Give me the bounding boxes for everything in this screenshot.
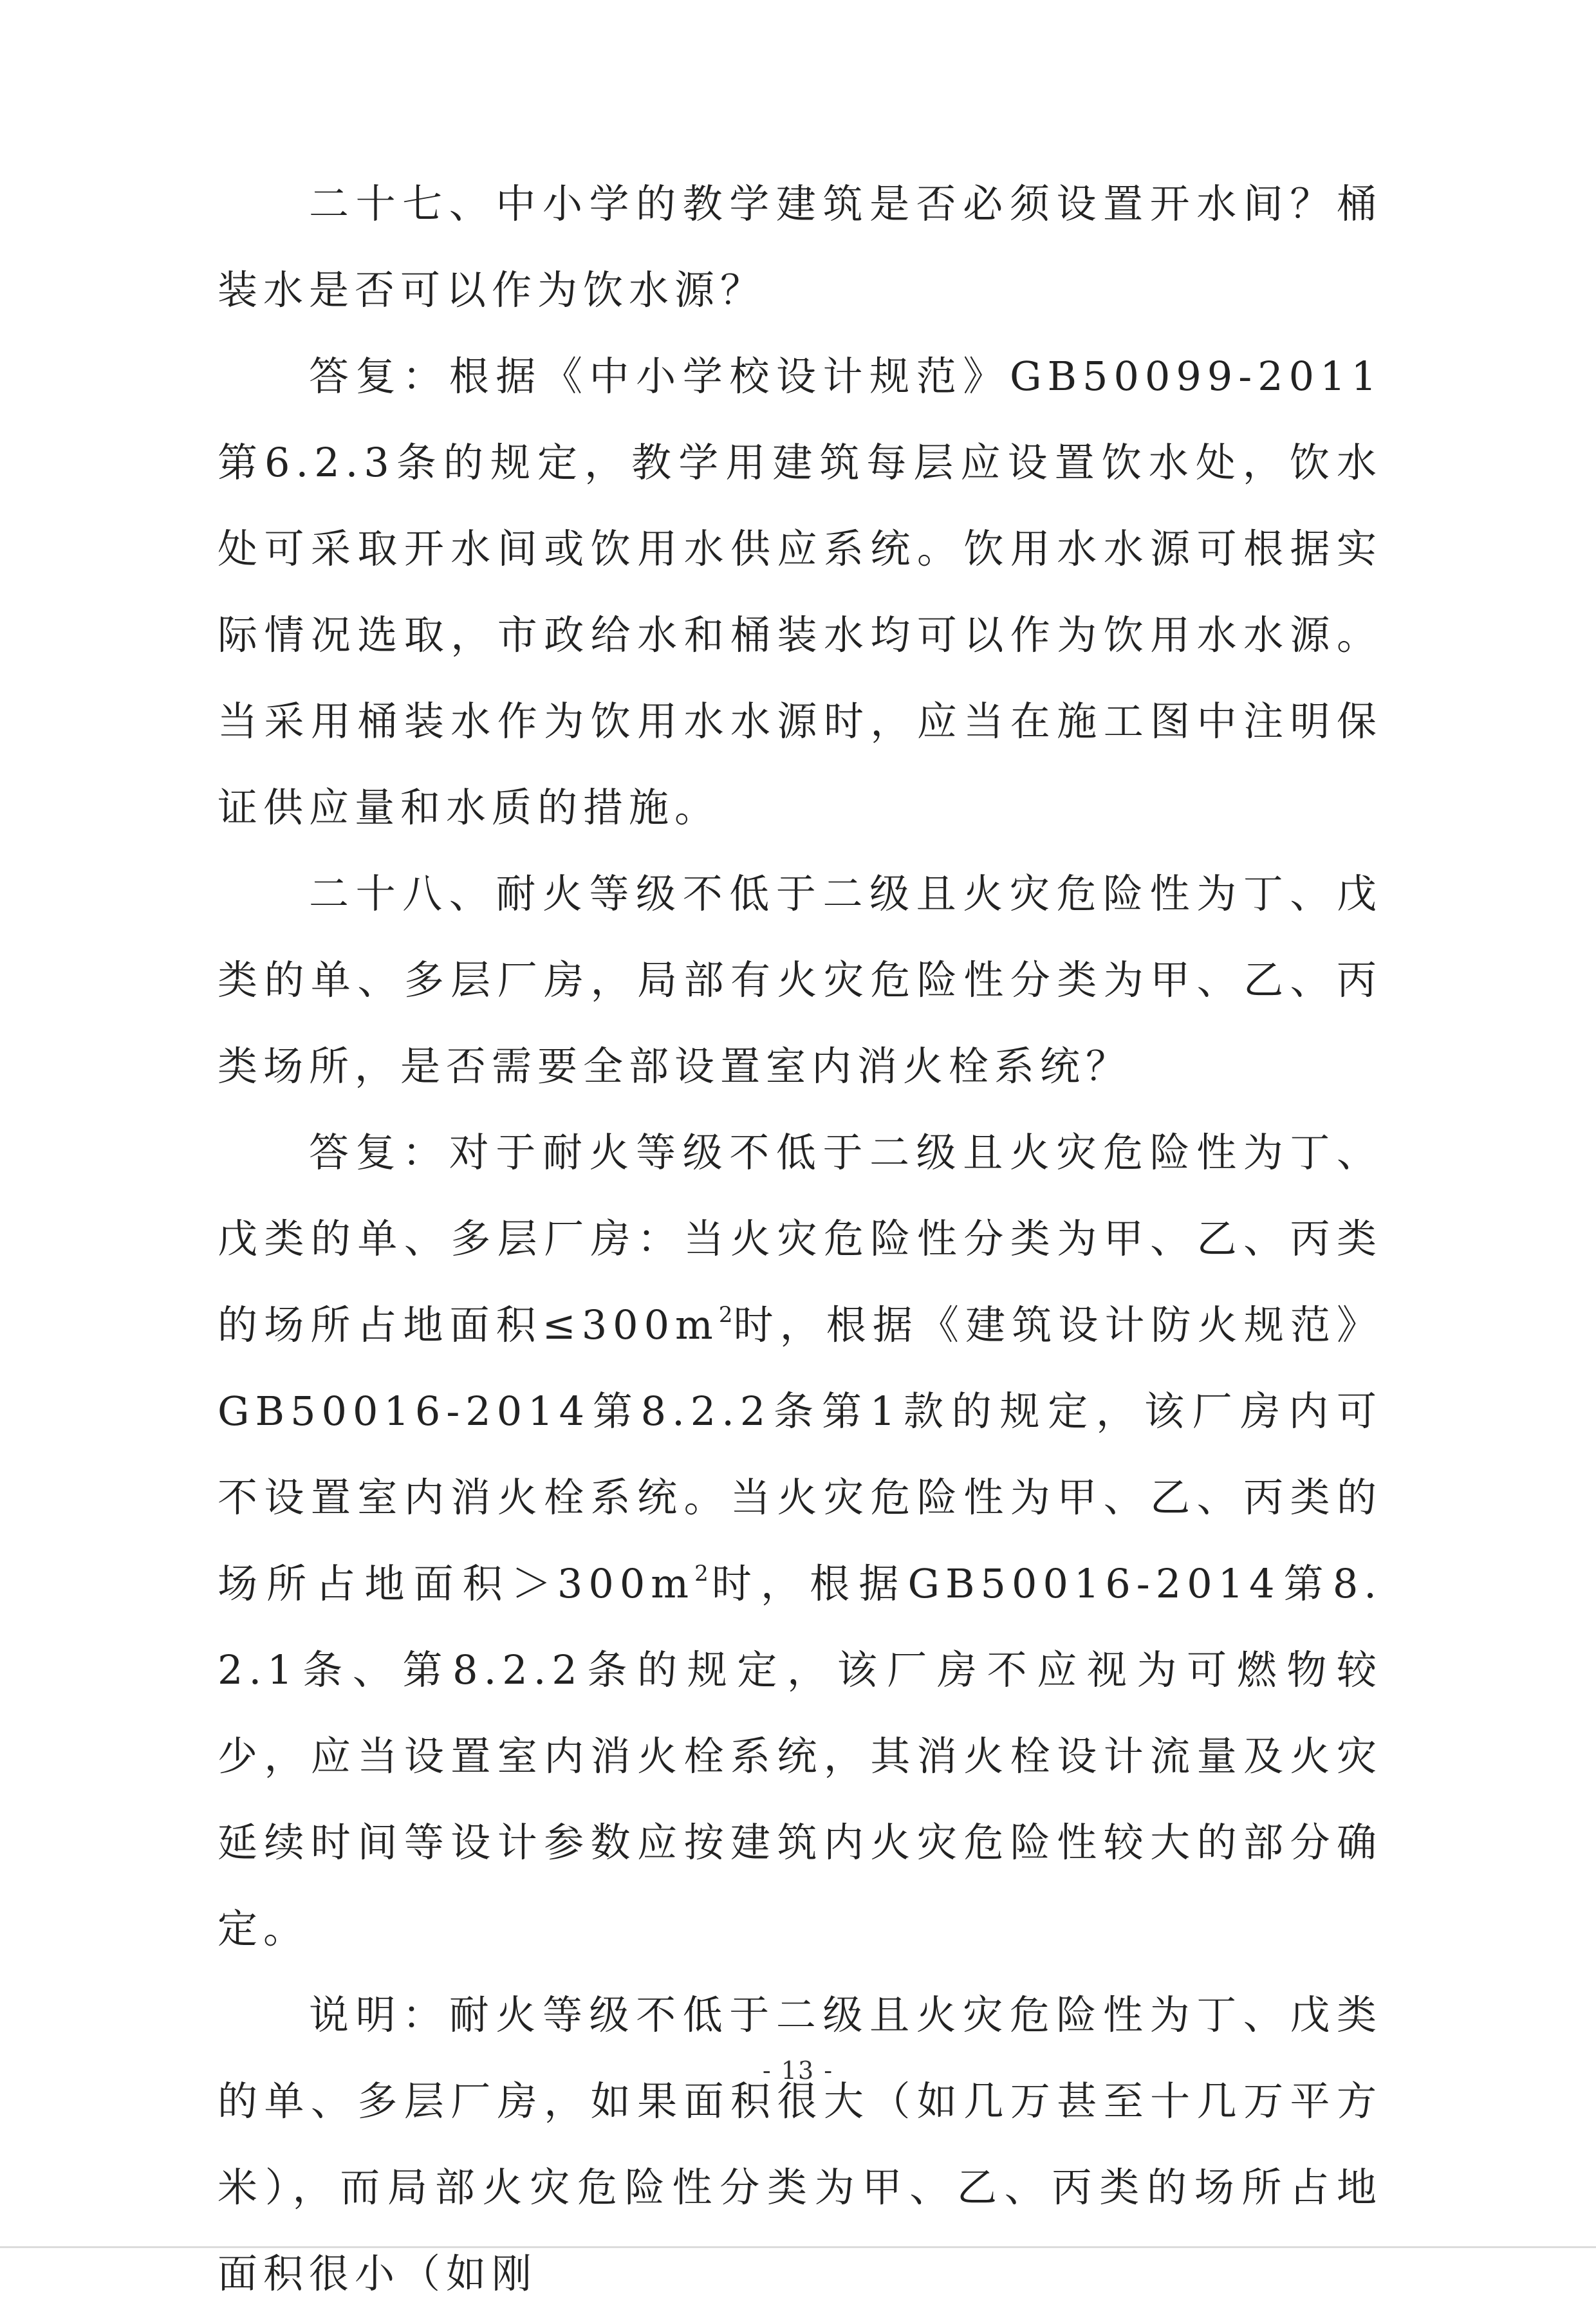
superscript-2: 2 <box>718 1302 733 1328</box>
page-number: - 13 - <box>762 2056 834 2085</box>
page-body <box>218 161 1382 2317</box>
answer-27-paragraph: 答复：根据《中小学校设计规范》GB50099-2011第6.2.3条的规定，教学用建筑每层应设置饮水处，饮水处可采取开水间或饮用水供应系统。饮用水水源可根据实际情况选取，市政给水和桶装水均可以作为饮用水水源。当采用桶装水作为饮用水水源时，应当在施工图中注明保证供应量和水质的措施。 <box>218 353 1382 831</box>
superscript-2: 2 <box>694 1561 709 1587</box>
scan-edge-divider <box>0 2246 1596 2248</box>
question-27-paragraph: 二十七、中小学的教学建筑是否必须设置开水间？桶装水是否可以作为饮水源？ <box>218 180 1382 313</box>
answer-28-paragraph: 答复：对于耐火等级不低于二级且火灾危险性为丁、戊类的单、多层厂房：当火灾危险性分类为甲、乙、丙类的场所占地面积$\le 300m^2$时，根据《建筑设计防火规范》GB50016-2014第8.2.2条第1款的规定，该厂房内可不设置室内消火栓系统。当火灾危险性为甲、乙、丙类的场所占地面积$>300m^2$时，根据GB50016-2014第8.2.1条、第8.2.2条的规定，该厂房不应视为可燃物较少，应当设置室内消火栓系统，其消火栓设计流量及火灾延续时间等设计参数应按建筑内火灾危险性较大的部分确定。 <box>218 1129 1382 1952</box>
note-paragraph: 说明：耐火等级不低于二级且火灾危险性为丁、戊类的单、多层厂房，如果面积很大（如几万甚至十几万平方米），而局部火灾危险性分类为甲、乙、丙类的场所占地面积很小（如刚 <box>218 1991 1382 2297</box>
question-28-paragraph: 二十八、耐火等级不低于二级且火灾危险性为丁、戊类的单、多层厂房，局部有火灾危险性分类为甲、乙、丙类场所，是否需要全部设置室内消火栓系统？ <box>218 870 1382 1090</box>
